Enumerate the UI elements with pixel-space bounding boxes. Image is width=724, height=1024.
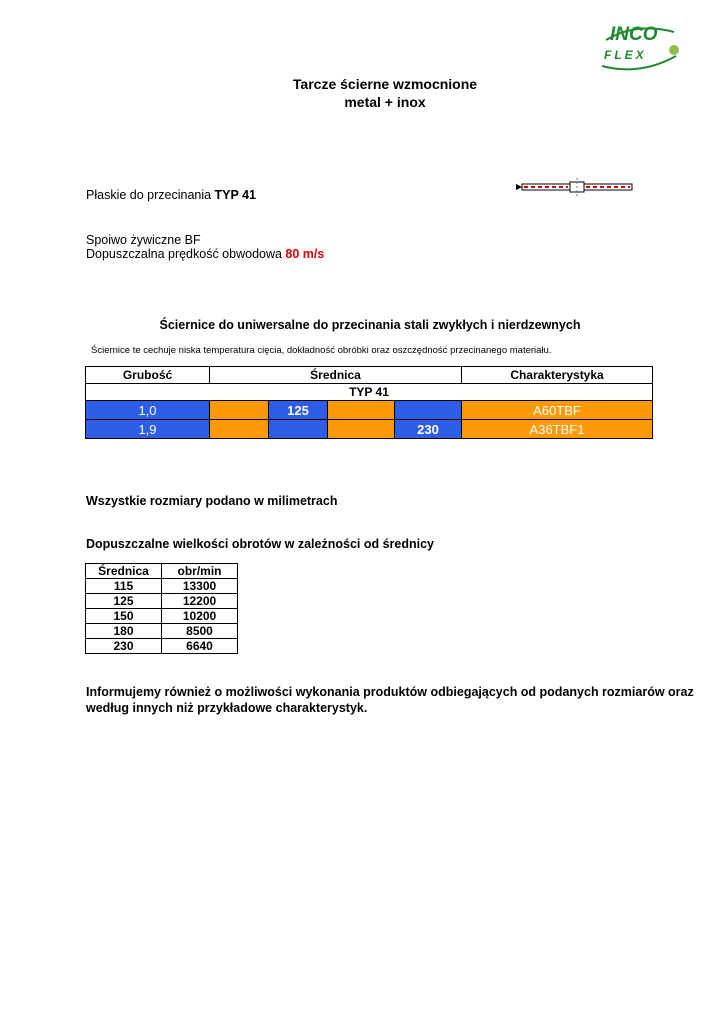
table-row bbox=[86, 401, 653, 420]
rpm-table bbox=[85, 563, 238, 654]
rpm-heading: Dopuszczalne wielkości obrotów w zależności od średnicy bbox=[86, 537, 434, 551]
cell-diameter-2 bbox=[269, 420, 328, 439]
speed-prefix: Dopuszczalna prędkość obwodowa bbox=[86, 247, 286, 261]
rpm-cell-diameter: 115 bbox=[86, 579, 162, 594]
spec-type-row bbox=[86, 384, 653, 401]
rpm-header-rpm: obr/min bbox=[162, 564, 238, 579]
spec-header-row bbox=[86, 367, 653, 384]
rpm-cell-diameter: 230 bbox=[86, 639, 162, 654]
spec-table bbox=[85, 366, 653, 439]
type-line-type: TYP 41 bbox=[214, 188, 257, 202]
table-row bbox=[86, 594, 238, 609]
rpm-cell-value: 8500 bbox=[162, 624, 238, 639]
cell-characteristic: A36TBF1 bbox=[462, 420, 653, 439]
title-line-2: metal + inox bbox=[344, 94, 426, 110]
section-note: Ściernice te cechuje niska temperatura cięcia, dokładność obróbki oraz oszczędność przecinanego materiału. bbox=[91, 345, 552, 356]
rpm-cell-value: 13300 bbox=[162, 579, 238, 594]
table-row bbox=[86, 420, 653, 439]
type-line-prefix: Płaskie do przecinania bbox=[86, 188, 215, 202]
info-paragraph bbox=[86, 684, 694, 716]
info-line-2: według innych niż przykładowe charakterystyk. bbox=[86, 701, 368, 715]
cell-diameter-3 bbox=[328, 401, 395, 420]
header-characteristic: Charakterystyka bbox=[462, 367, 653, 384]
rpm-header-diameter: Średnica bbox=[86, 564, 162, 579]
table-row bbox=[86, 624, 238, 639]
rpm-cell-diameter: 180 bbox=[86, 624, 162, 639]
logo-text-flex: FLEX bbox=[604, 48, 647, 62]
section-heading: Ściernice do uniwersalne do przecinania stali zwykłych i nierdzewnych bbox=[159, 318, 581, 332]
cell-diameter-1 bbox=[210, 420, 269, 439]
incoflex-logo bbox=[596, 20, 684, 76]
header-diameter: Średnica bbox=[210, 367, 462, 384]
speed-value: 80 m/s bbox=[285, 247, 325, 261]
cell-thickness: 1,9 bbox=[86, 420, 210, 439]
table-row bbox=[86, 639, 238, 654]
title-line-1: Tarcze ścierne wzmocnione bbox=[292, 76, 478, 92]
rpm-cell-diameter: 150 bbox=[86, 609, 162, 624]
table-row bbox=[86, 609, 238, 624]
disc-profile-icon bbox=[516, 178, 636, 198]
table-row bbox=[86, 579, 238, 594]
cell-characteristic: A60TBF bbox=[462, 401, 653, 420]
cell-diameter-4 bbox=[395, 401, 462, 420]
cell-diameter-2: 125 bbox=[269, 401, 328, 420]
rpm-cell-diameter: 125 bbox=[86, 594, 162, 609]
logo-text-inco: INCO bbox=[610, 24, 658, 45]
type-label: TYP 41 bbox=[86, 384, 653, 401]
type-line bbox=[86, 188, 256, 203]
cell-diameter-4: 230 bbox=[395, 420, 462, 439]
sizes-note: Wszystkie rozmiary podano w milimetrach bbox=[86, 494, 338, 508]
rpm-cell-value: 12200 bbox=[162, 594, 238, 609]
rpm-cell-value: 6640 bbox=[162, 639, 238, 654]
binder-text: Spoiwo żywiczne BF bbox=[86, 233, 201, 247]
header-thickness: Grubość bbox=[86, 367, 210, 384]
info-line-1: Informujemy również o możliwości wykonania produktów odbiegających od podanych rozmiarów oraz bbox=[86, 685, 694, 699]
cell-diameter-3 bbox=[328, 420, 395, 439]
page-title bbox=[0, 75, 724, 111]
cell-thickness: 1,0 bbox=[86, 401, 210, 420]
rpm-cell-value: 10200 bbox=[162, 609, 238, 624]
speed-line bbox=[86, 247, 324, 262]
rpm-header-row bbox=[86, 564, 238, 579]
cell-diameter-1 bbox=[210, 401, 269, 420]
